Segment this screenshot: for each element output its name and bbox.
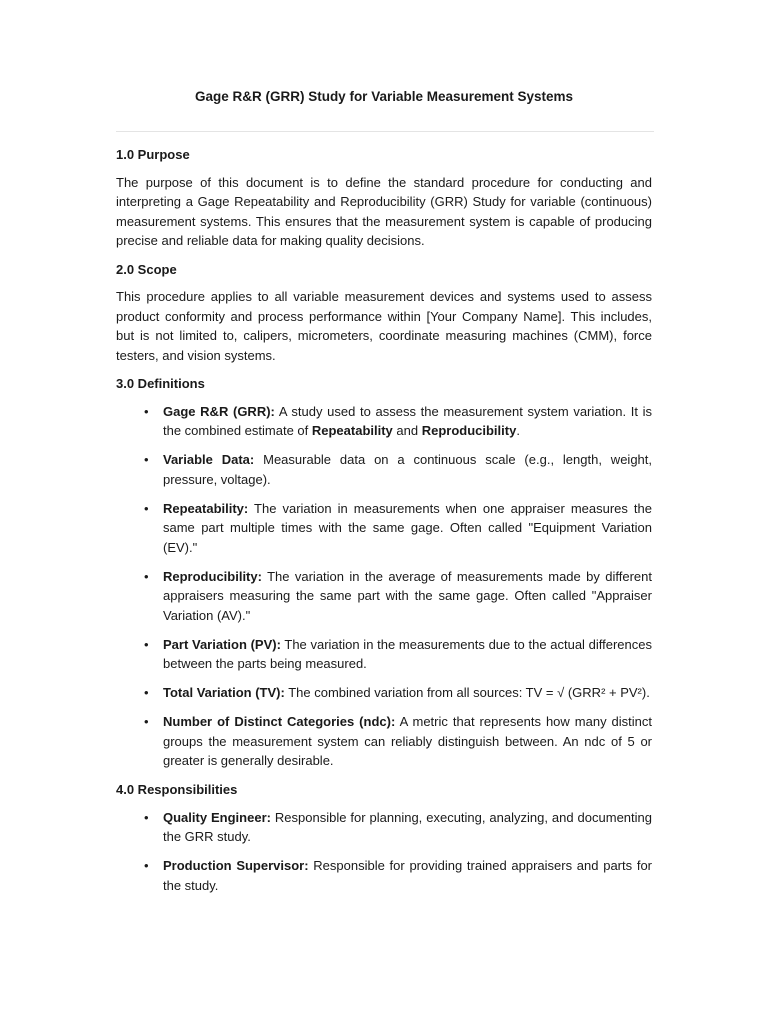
responsibility-role: Production Supervisor: bbox=[163, 858, 309, 873]
scope-paragraph: This procedure applies to all variable measurement devices and systems used to assess product conformity and process performance within [Your Company Name]. This includes, but is not limited to, calipers, micrometers, coordinate measuring machines (CMM), force testers, and vision systems. bbox=[116, 289, 652, 363]
list-item bbox=[116, 712, 652, 771]
responsibility-role: Quality Engineer: bbox=[163, 809, 271, 825]
title-divider bbox=[116, 131, 654, 132]
document-title: Gage R&R (GRR) Study for Variable Measurement Systems bbox=[194, 89, 574, 104]
responsibility-text: Responsible for planning, executing, analyzing, and documenting the GRR study. bbox=[163, 809, 652, 844]
definition-term: Number of Distinct Categories (ndc): bbox=[163, 714, 396, 729]
bullet-icon: • bbox=[144, 568, 149, 584]
list-item bbox=[116, 450, 652, 489]
responsibilities-list bbox=[116, 808, 652, 896]
definition-text: A metric that represents how many distinct groups the measurement system can reliably distinguish between. An ndc of 5 or greater is generally desirable. bbox=[163, 714, 653, 768]
definition-emphasis: Repeatability bbox=[311, 423, 393, 438]
definition-text: The variation in the measurements due to the actual differences between the parts being measured. bbox=[163, 636, 652, 671]
bullet-icon: • bbox=[144, 714, 149, 729]
section-heading-responsibilities: 4.0 Responsibilities bbox=[116, 782, 238, 797]
definition-text: The variation in the average of measurements made by different appraisers measuring the same part with the same gage. Often called "Appraiser Variation (AV)." bbox=[163, 568, 652, 623]
definition-text: A study used to assess the measurement system variation. It is the combined estimate of bbox=[163, 403, 652, 438]
bullet-icon: • bbox=[144, 809, 149, 825]
definition-text: The variation in measurements when one appraiser measures the same part multiple times with the same gage. Often called "Equipment Variation (EV)." bbox=[163, 500, 652, 555]
document-body bbox=[116, 145, 652, 905]
section-heading-scope: 2.0 Scope bbox=[116, 261, 177, 277]
definition-text: and bbox=[392, 423, 422, 438]
definition-emphasis: Reproducibility bbox=[421, 423, 517, 438]
definition-term: Gage R&R (GRR): bbox=[163, 403, 275, 419]
definition-term: Total Variation (TV): bbox=[163, 685, 285, 700]
purpose-paragraph: The purpose of this document is to define the standard procedure for conducting and interpreting a Gage Repeatability and Reproducibility (GRR) Study for variable (continuous) measurement systems. This ensures that the measurement system is capable of producing precise and reliable data for making quality decisions. bbox=[116, 174, 652, 248]
list-item bbox=[116, 567, 652, 626]
bullet-icon: • bbox=[144, 403, 149, 419]
list-item bbox=[116, 635, 652, 674]
definition-term: Repeatability: bbox=[163, 500, 249, 516]
list-item bbox=[116, 683, 652, 703]
definition-term: Reproducibility: bbox=[163, 568, 262, 584]
responsibility-text: Responsible for providing trained appraisers and parts for the study. bbox=[163, 858, 652, 893]
bullet-icon: • bbox=[144, 500, 149, 516]
definition-text: Measurable data on a continuous scale (e.g., length, weight, pressure, voltage). bbox=[163, 452, 652, 487]
section-heading-purpose: 1.0 Purpose bbox=[116, 147, 190, 162]
definition-text: . bbox=[516, 423, 520, 438]
bullet-icon: • bbox=[144, 636, 149, 652]
list-item bbox=[116, 856, 652, 895]
definition-term: Variable Data: bbox=[163, 452, 255, 467]
bullet-icon: • bbox=[144, 685, 149, 700]
list-item bbox=[116, 402, 652, 441]
bullet-icon: • bbox=[144, 858, 149, 873]
section-heading-definitions: 3.0 Definitions bbox=[116, 376, 205, 391]
definition-term: Part Variation (PV): bbox=[163, 636, 281, 652]
definition-text: The combined variation from all sources: TV = √ (GRR² + PV²). bbox=[284, 685, 650, 700]
bullet-icon: • bbox=[144, 452, 149, 467]
list-item bbox=[116, 499, 652, 558]
definitions-list bbox=[116, 402, 652, 771]
list-item bbox=[116, 808, 652, 847]
